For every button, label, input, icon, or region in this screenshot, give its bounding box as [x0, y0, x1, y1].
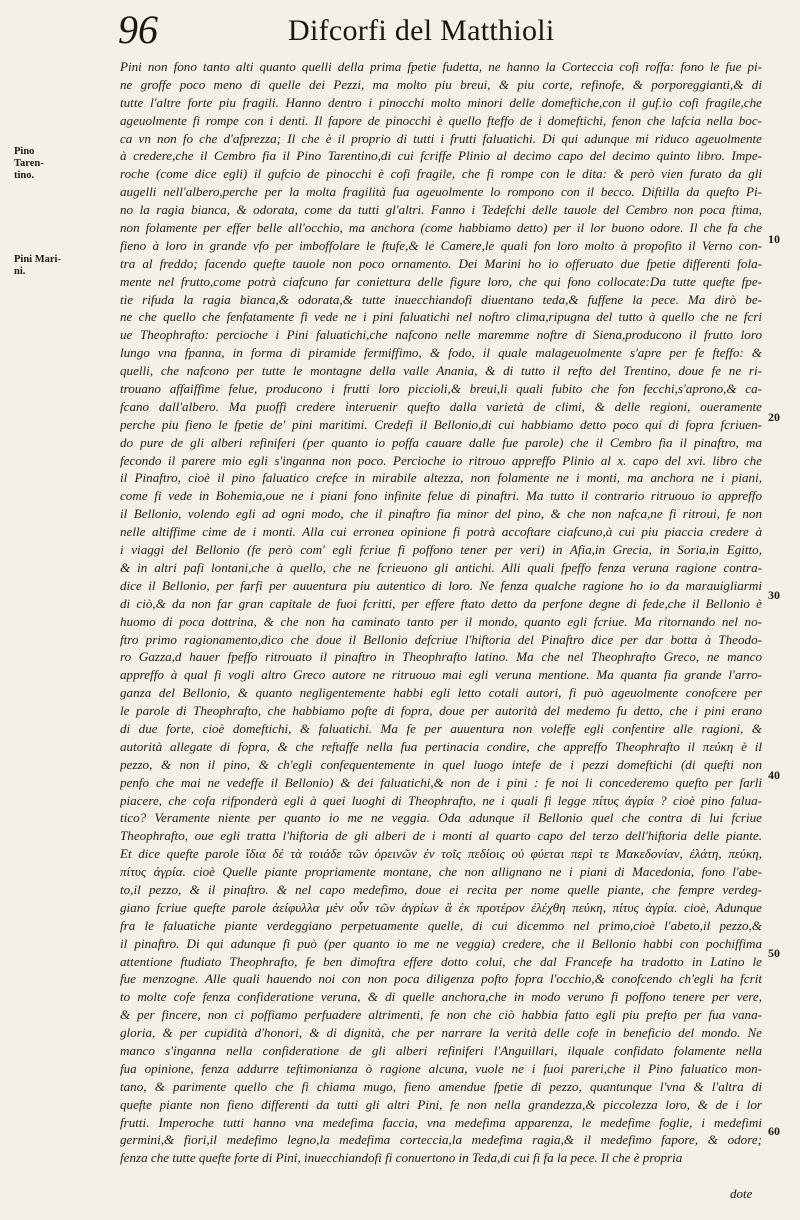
text-line: ganza del Bellonio, & quanto negligentemente habbi egli letto cotali autori, fi può ageuolmente conofcere per: [120, 685, 762, 701]
margin-note-pini-marini: Pini Mari-ni.: [14, 254, 61, 277]
line-number-40: 40: [768, 768, 780, 782]
text-line: di due forte, cioè domeftichi, & faluatichi. Ma fe per auuentura non voleffe egli confentire alle ragioni, &: [120, 720, 762, 736]
text-line: nelle altiffime cime de i monti. Alla cui erronea opinione fi potrà accoftare ciafcuno,à cui piu piaccia credere à: [120, 524, 762, 540]
text-line: fra le faluatiche piante verdeggiano perpetuamente quelle, di cui dicemmo nel primo,cioè l'abeto,il pezzo,&: [120, 917, 762, 933]
text-line: il pinaftro. Di qui adunque fi può (per quanto io me ne veggia) credere, che il Bellonio habbi con pochiffima: [120, 935, 762, 951]
text-line: il Bellonio, volendo egli ad ogni modo, che il pinaftro fia minor del pino, & che non nafca,ne fi ritroui, fe non: [120, 506, 762, 522]
text-line: augelli nell'albero,perche per la molta fragilità fua ageuolmente lo rompono con il becco. Diftilla da quefto Pi-: [120, 184, 762, 200]
text-line: ne che quello che fenfatamente fi vede ne i pini faluatichi nel noftro clima,ripugna del tutto à quello che ne fcri: [120, 309, 762, 325]
text-line: lungo vna fpanna, in forma di piramide fermiffimo, & fodo, il quale malageuolmente s'apre per fe fteffo: &: [120, 345, 762, 361]
text-line: to molte cofe fenza confideratione veruna, & di quelle anchora,che in modo veruno fi poffono tenere per vere,: [120, 989, 762, 1005]
text-line: fue menzogne. Alle quali hauendo noi con non poca diligenza pofto fopra l'occhio,& conofcendo ch'egli ha fcrit: [120, 971, 762, 987]
text-line: non folamente per effer belle all'occhio, ma anchora (come habbiamo detto) per il lor buono odore. Il che fa che: [120, 220, 762, 236]
text-line: pezzo, & non il pino, & ch'egli confequentemente in quel luogo intefe de i pezzi domeftichi (di quefti non: [120, 756, 762, 772]
text-line: πίτυς ἀγρία. cioè Quelle piante propriamente montane, che non allignano ne i piani di Macedonia, fono l'abe-: [120, 864, 762, 880]
text-line: roche (come dice egli) il gufcio de pinocchi è cofi fragile, che fi rompe con le dita: & però vien furato da gli: [120, 166, 762, 182]
text-line: dice il Bellonio, per farfi per auuentura piu autentico di loro. Ne fenza qualche ragione ho io da marauigliarmi: [120, 577, 762, 593]
text-line: fcano dall'albero. Ma puoffi credere interuenir quefto dalla varietà de climi, & delle regioni, oueramente: [120, 398, 762, 414]
body-text: [120, 58, 762, 1167]
margin-note-pino-tarentino: Pino Taren-tino.: [14, 146, 44, 181]
text-line: giano fcriue quefte parole ἀείφυλλα μὲν οὖν τῶν ἀγρίων ἃ ἐκ προτέρον ἐλέχθη πεύκη, πίτυς ἀγρία. cioè, Adunque: [120, 899, 762, 915]
text-line: autorità allegate di fopra, & che reftaffe nella fua pertinacia condire, che appreffo Theophrafto il πεύκη è il: [120, 738, 762, 754]
text-line: mente nel frutto,come potrà ciafcuno far coniettura delle figure loro, che qui fono collocate:Da tutte quefte fpe-: [120, 273, 762, 289]
text-line: ne groffe poco meno di quelle dei Pezzi, ma molto piu breui, & piu corte, refinofe, & porporeggianti,& di: [120, 76, 762, 92]
text-line: Theophrafto, oue egli tratta l'hiftoria de gli alberi de i monti al quarto capo del terzo dell'hiftoria delle piante.: [120, 828, 762, 844]
text-line: attentione ftudiato Theophrafto, fe ben dimoftra effere dotto colui, che dal Francefe ha tradotto in Latino le: [120, 953, 762, 969]
text-line: piacere, che cofa rifponderà egli à quei luoghi di Theophrafto, ne i quali fi legge πίτυς ἀγρία ? cioè pino falua-: [120, 792, 762, 808]
text-line: ftro primo ragionamento,dico che doue il Bellonio defcriue l'hiftoria del Pinaftro dice per dar botta à Theodo-: [120, 631, 762, 647]
text-line: le parole di Theophrafto, che habbiamo pofte di fopra, doue per autorità del medemo fu detto, che i pini erano: [120, 703, 762, 719]
text-line: ue Theophrafto: percioche i Pini faluatichi,che nafcono nelle maremme noftre di Siena,producono il frutto loro: [120, 327, 762, 343]
line-number-30: 30: [768, 588, 780, 602]
text-line: quefte piante non fieno differenti da tutti gli altri Pini, fe non nella grandezza,& piccolezza loro, & de i lor: [120, 1096, 762, 1112]
text-line: fieno à loro in grande vfo per imboffolare le ftufe,& le Camere,le quali fon loro molto à propofito il Verno con-: [120, 237, 762, 253]
text-line: fua opinione, fenza addurre teftimonianza ò ragione alcuna, vuole ne i fuoi pareri,che il Pino faluatico mon-: [120, 1060, 762, 1076]
text-line: penfo che mai ne vedeffe il Bellonio) & dei faluatichi,& non de i pini : fe noi li concederemo quefto per farli: [120, 774, 762, 790]
text-line: & per fincere, non ci poffiamo perfuadere altrimenti, fe non che ciò habbia fatto egli piu prefto per fua vana-: [120, 1007, 762, 1023]
text-line: Pini non fono tanto alti quanto quelli della prima fpetie fudetta, ne hanno la Corteccia cofi roffa: fono le fue pi-: [120, 59, 762, 74]
page-number: 96: [118, 7, 158, 52]
line-number-60: 60: [768, 1124, 780, 1138]
text-line: gloria, & per cupidità d'honori, & di dignità, che per narrare la verità delle cofe in beneficio del mondo. Ne: [120, 1025, 762, 1041]
text-line: come fi vede in Bohemia,oue ne i piani fono infinite felue di pinaftri. Ma tutto il contrario ritruouo io appreffo: [120, 488, 762, 504]
text-line: frutti. Imperoche tutti hanno vna medefima faccia, vna medefima apparenza, le medefime foglie, i medefimi: [120, 1114, 762, 1130]
text-line: no la ragia bianca, & odorata, come da tutti gl'altri. Fanno i Tedefchi delle tauole del Cembro non poca ftima,: [120, 202, 762, 218]
text-line: tra al freddo; facendo quefte tauole non poco ornamento. Dei Marini ho io offeruato due fpetie differenti fola-: [120, 255, 762, 271]
text-line: il Pinaftro, cioè il pino faluatico crefce in mirabile altezza, non folamente ne i monti, ma anchora ne i piani,: [120, 470, 762, 486]
text-line: huomo di poca dottrina, & che non ha caminato tanto per il mondo, quanto egli fcriue. Ma ritornando nel no-: [120, 613, 762, 629]
text-line: quelli, che nafcono per tutte le montagne della valle Anania, & di tutto il refto del Trentino, doue fe ne ri-: [120, 363, 762, 379]
text-line: to,il pezzo, & il pinaftro. & nel capo medefimo, doue ei recita per nome quelle piante, che fempre verdeg-: [120, 881, 762, 897]
line-number-50: 50: [768, 946, 780, 960]
text-line: Et dice quefte parole ἴδια δὲ τὰ τοιάδε τῶν ὀρεινῶν ἐν τοῖς πεδίοις οὐ φύεται περὶ τε Μακεδονίαν, ἐλάτη, πεύκη,: [120, 846, 762, 862]
text-line: germini,& fiori,il medefimo legno,la medefima corteccia,la medefima ragia,& il medefimo fapore, & odore;: [120, 1132, 762, 1148]
text-line: perche piu fieno le fpetie de' pini maritimi. Credefi il Bellonio,di cui habbiamo detto poco qui di fopra fcriuen-: [120, 416, 762, 432]
text-line: à credere,che il Cembro fia il Pino Tarentino,di cui fcriffe Plinio al decimo capo del decimo quinto libro. Impe-: [120, 148, 762, 164]
text-line: ro Gazza,d hauer fpeffo ritrouato il pinaftro in Theophrafto latino. Ma che nel Theophrafto Greco, ne manco: [120, 649, 762, 665]
text-line: trouano affaiffime felue, producono i frutti loro piccioli,& breui,li quali fubito che fon fecchi,s'aprono,& ca-: [120, 381, 762, 397]
text-line: fecondo il parere mio egli s'inganna non poco. Percioche io ritrouo appreffo Plinio al x. capo del xvi. libro che: [120, 452, 762, 468]
line-number-20: 20: [768, 410, 780, 424]
text-line: tano, & parimente quello che fi chiama mugo, fieno amendue fpetie di pezzo, quantunque l'vna & l'altra di: [120, 1078, 762, 1094]
catchword: dote: [730, 1186, 753, 1201]
running-head: Difcorfi del Matthioli: [288, 14, 555, 47]
text-line: tutte l'altre forte piu fragili. Hanno dentro i pinocchi molto minori delle domeftiche,con il guf.io cofi fragile,che: [120, 94, 762, 110]
text-line: fenza che tutte quefte forte di Pini, inuecchiandofi fi conuertono in Teda,di cui fi fa la pece. Il che è propria: [120, 1150, 683, 1166]
text-line: di ciò,& da non far gran capitale de fuoi fcritti, per effere ftato detto da perfone degne di fede,che il Bellonio è: [120, 595, 762, 611]
text-line: i viaggi del Bellonio (fe però com' egli fcriue fi poffono tener per veri) in Afia,in Grecia, in Soria,in Egitto,: [120, 542, 762, 558]
text-line: appreffo à qual fi vogli altro Greco autore ne ritruouo mai egli veruna mentione. Ma quanta fia grande l'arro-: [120, 667, 762, 683]
line-number-10: 10: [768, 232, 780, 246]
text-line: ageuolmente fi rompe con i denti. Il fapore de pinocchi è quello fteffo de i domeftichi, fenon che lafcia nella boc-: [120, 112, 762, 128]
text-line: ca vn non fo che d'afprezza; Il che è il proprio di tutti i frutti faluatichi. Di qui adunque mi riduco ageuolmente: [120, 130, 762, 146]
page-header: [118, 8, 718, 52]
text-line: tico? Veramente niente per quanto io me ne veggia. Oda adunque il Bellonio quel che contra di lui fcriue: [120, 810, 762, 826]
text-line: tie rifuda la ragia bianca,& odorata,& tutte inuecchiandofi diuentano teda,& fuffene la pece. Ma dirò be-: [120, 291, 762, 307]
text-line: do pure de gli alberi refiniferi (per quanto io poffa cauare dalle fue parole) che il Cembro fia il pinaftro, ma: [120, 434, 762, 450]
text-line: manco s'inganna nella confideratione de gli alberi refiniferi l'Anguillari, ilquale confidato folamente nella: [120, 1042, 762, 1058]
text-line: & in altri pafi lontani,che à quello, che ne fcrieuono gli antichi. Alli quali fpeffo fenza veruna ragione contra-: [120, 559, 762, 575]
